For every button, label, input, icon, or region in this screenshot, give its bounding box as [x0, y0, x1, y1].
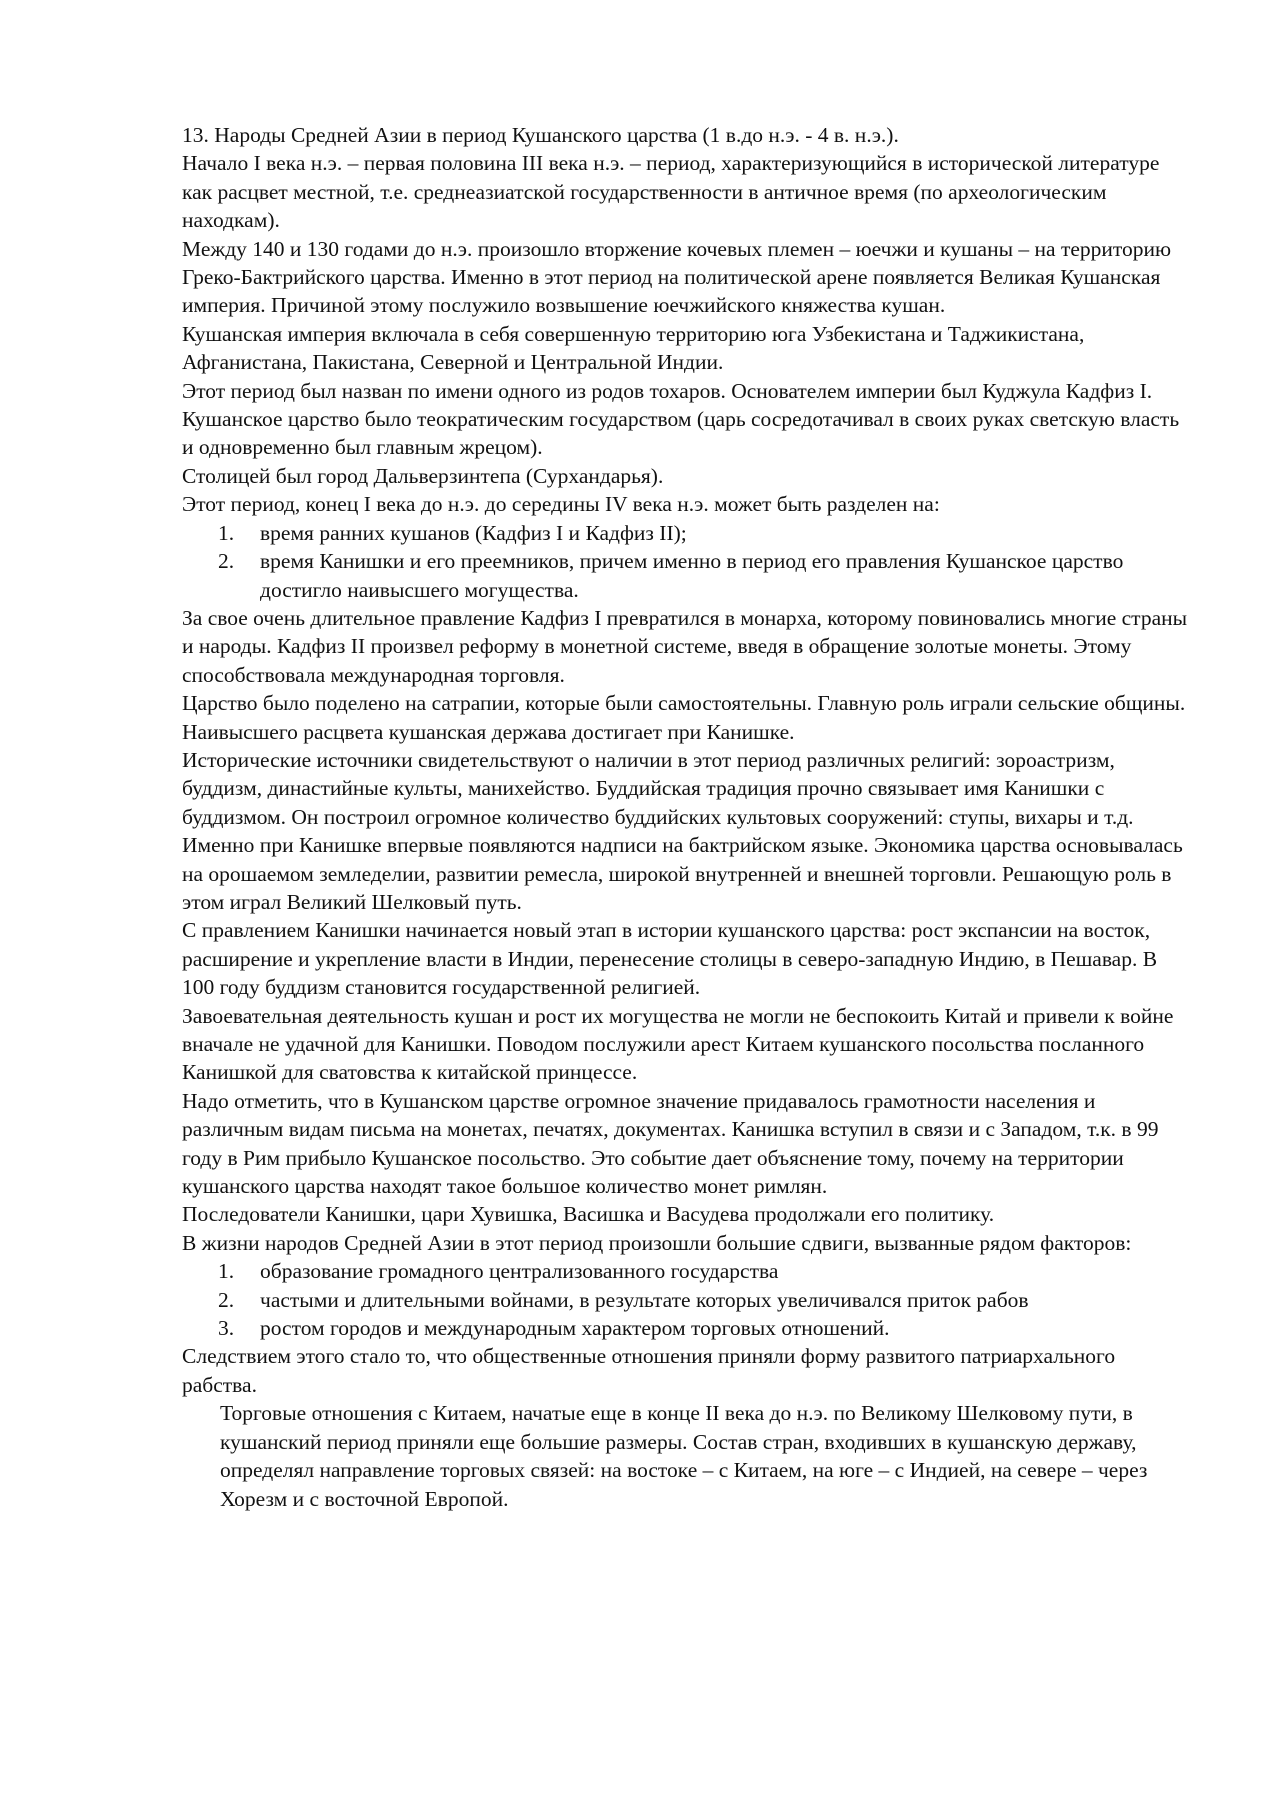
paragraph: За свое очень длительное правление Кадфиз I превратился в монарха, которому повиновались многие страны и народы. Кадфиз II произвел реформу в монетной системе, введя в обращение золотые монеты. Этому способствовала международная торговля.	[182, 605, 1188, 687]
list-item-text: частыми и длительными войнами, в результате которых увеличивался приток рабов	[260, 1287, 1029, 1312]
list-item	[182, 1286, 1192, 1314]
list-number: 2.	[218, 1287, 235, 1312]
paragraph: С правлением Канишки начинается новый этап в истории кушанского царства: рост экспансии на восток, расширение и укрепление власти в Индии, перенесение столицы в северо-западную Индию, в Пешавар. В 100 году буддизм становится государственной религией.	[182, 918, 1158, 1000]
list-item	[182, 1314, 1192, 1342]
paragraph: Этот период, конец I века до н.э. до середины IV века н.э. может быть разделен на:	[182, 492, 940, 517]
list-item-text: ростом городов и международным характером торговых отношений.	[260, 1316, 890, 1341]
paragraph: Царство было поделено на сатрапии, которые были самостоятельны. Главную роль играли сельские общины. Наивысшего расцвета кушанская держава достигает при Канишке.	[182, 691, 1186, 744]
paragraph: Столицей был город Дальверзинтепа (Сурхандарья).	[182, 463, 664, 488]
list-item-text: время Канишки и его преемников, причем именно в период его правления Кушанское царство достигло наивысшего могущества.	[260, 549, 1124, 602]
paragraph: Следствием этого стало то, что общественные отношения приняли форму развитого патриархального рабства.	[182, 1344, 1116, 1397]
paragraph: Исторические источники свидетельствуют о наличии в этот период различных религий: зороастризм, буддизм, династийные культы, манихейство. Буддийская традиция прочно связывает имя Канишки с буддизмом. Он построил огромное количество буддийских культовых сооружений: ступы, вихары и т.д.	[182, 747, 1134, 829]
paragraph: В жизни народов Средней Азии в этот период произошли большие сдвиги, вызванные рядом факторов:	[182, 1230, 1132, 1255]
list-item-text: время ранних кушанов (Кадфиз I и Кадфиз II);	[260, 520, 687, 545]
paragraph: Надо отметить, что в Кушанском царстве огромное значение придавалось грамотности населения и различным видам письма на монетах, печатях, документах. Канишка вступил в связи и с Западом, т.к. в 99 году в Рим прибыло Кушанское посольство. Это событие дает объяснение тому, почему на территории кушанского царства находят такое большое количество монет римлян.	[182, 1088, 1159, 1199]
list-number: 1.	[218, 1259, 235, 1284]
periods-list	[182, 519, 1192, 604]
paragraph: Завоевательная деятельность кушан и рост их могущества не могли не беспокоить Китай и привели к войне вначале не удачной для Канишки. Поводом послужили арест Китаем кушанского посольства посланного Канишкой для сватовства к китайской принцессе.	[182, 1003, 1174, 1085]
paragraph: Последователи Канишки, цари Хувишка, Васишка и Васудева продолжали его политику.	[182, 1202, 995, 1227]
document-heading: 13. Народы Средней Азии в период Кушанского царства (1 в.до н.э. - 4 в. н.э.).	[182, 123, 899, 147]
paragraph: Именно при Канишке впервые появляются надписи на бактрийском языке. Экономика царства основывалась на орошаемом земледелии, развитии ремесла, широкой внутренней и внешней торговли. Решающую роль в этом играл Великий Шелковый путь.	[182, 833, 1183, 914]
list-item	[182, 547, 1192, 604]
list-number: 3.	[218, 1316, 235, 1341]
list-number: 2.	[218, 549, 235, 574]
paragraph: Этот период был назван по имени одного из родов тохаров. Основателем империи был Куджула Кадфиз I. Кушанское царство было теократическим государством (царь сосредотачивал в своих руках светскую власть и одновременно был главным жрецом).	[182, 378, 1180, 460]
document-body	[182, 121, 1192, 1513]
paragraph: Между 140 и 130 годами до н.э. произошло вторжение кочевых племен – юечжи и кушаны – на территорию Греко-Бактрийского царства. Именно в этот период на политической арене появляется Великая Кушанская империя. Причиной этому послужило возвышение юечжийского княжества кушан.	[182, 236, 1172, 318]
paragraph: Кушанская империя включала в себя совершенную территорию юга Узбекистана и Таджикистана, Афганистана, Пакистана, Северной и Центральной Индии.	[182, 321, 1085, 375]
list-number: 1.	[218, 520, 235, 545]
indented-paragraph: Торговые отношения с Китаем, начатые еще в конце II века до н.э. по Великому Шелковому пути, в кушанский период приняли еще большие размеры. Состав стран, входивших в кушанскую державу, определял направление торговых связей: на востоке – с Китаем, на юге – с Индией, на севере – через Хорезм и с восточной Европой.	[220, 1401, 1148, 1511]
list-item	[182, 1257, 1192, 1285]
list-item-text: образование громадного централизованного государства	[260, 1259, 779, 1284]
factors-list	[182, 1257, 1192, 1342]
paragraph: Начало I века н.э. – первая половина III века н.э. – период, характеризующийся в исторической литературе как расцвет местной, т.е. среднеазиатской государственности в античное время (по археологическим находкам).	[182, 151, 1160, 233]
list-item	[182, 519, 1192, 547]
